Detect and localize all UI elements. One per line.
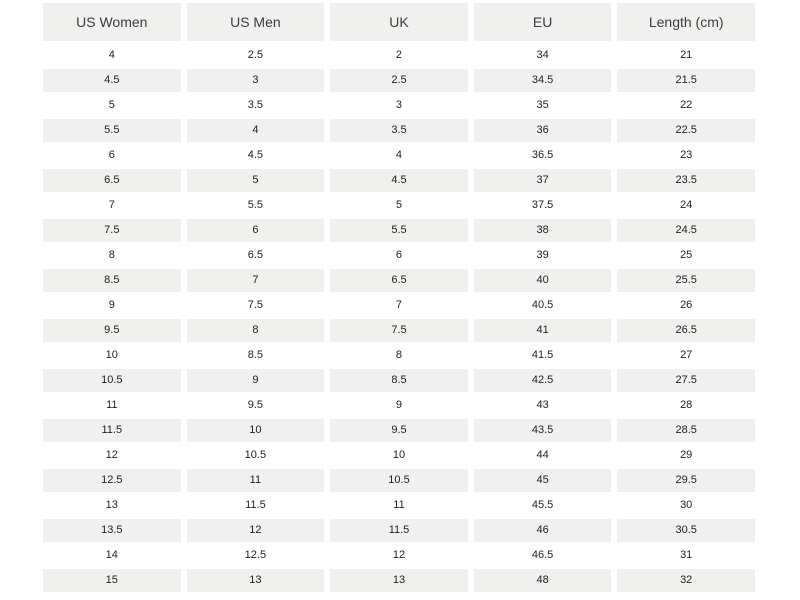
cell-uk: 5.5 [330, 219, 468, 242]
cell-us-women: 12.5 [43, 469, 181, 492]
cell-us-men: 4.5 [187, 144, 325, 167]
cell-eu: 43 [474, 394, 612, 417]
cell-uk: 4 [330, 144, 468, 167]
cell-us-men: 6 [187, 219, 325, 242]
cell-length-cm: 25.5 [617, 269, 755, 292]
cell-eu: 45 [474, 469, 612, 492]
table-row [43, 444, 755, 467]
cell-us-men: 4 [187, 119, 325, 142]
table-row [43, 294, 755, 317]
cell-uk: 2.5 [330, 69, 468, 92]
cell-length-cm: 30 [617, 494, 755, 517]
cell-length-cm: 30.5 [617, 519, 755, 542]
table-row [43, 194, 755, 217]
cell-uk: 10.5 [330, 469, 468, 492]
cell-length-cm: 24.5 [617, 219, 755, 242]
cell-us-women: 11 [43, 394, 181, 417]
cell-eu: 44 [474, 444, 612, 467]
table-row [43, 44, 755, 67]
cell-eu: 39 [474, 244, 612, 267]
cell-eu: 43.5 [474, 419, 612, 442]
cell-us-women: 9.5 [43, 319, 181, 342]
cell-uk: 6 [330, 244, 468, 267]
column-header-eu: EU [474, 3, 612, 41]
cell-us-women: 13.5 [43, 519, 181, 542]
cell-uk: 10 [330, 444, 468, 467]
table-row [43, 119, 755, 142]
column-header-us-women: US Women [43, 3, 181, 41]
cell-length-cm: 27.5 [617, 369, 755, 392]
cell-eu: 37.5 [474, 194, 612, 217]
cell-us-men: 11.5 [187, 494, 325, 517]
cell-us-men: 7 [187, 269, 325, 292]
cell-uk: 3.5 [330, 119, 468, 142]
cell-us-men: 11 [187, 469, 325, 492]
table-row [43, 69, 755, 92]
cell-us-men: 3 [187, 69, 325, 92]
column-header-length-cm: Length (cm) [617, 3, 755, 41]
cell-us-men: 9 [187, 369, 325, 392]
cell-eu: 48 [474, 569, 612, 592]
cell-us-women: 4.5 [43, 69, 181, 92]
cell-length-cm: 26 [617, 294, 755, 317]
cell-length-cm: 22.5 [617, 119, 755, 142]
cell-us-men: 5 [187, 169, 325, 192]
column-header-us-men: US Men [187, 3, 325, 41]
cell-length-cm: 23.5 [617, 169, 755, 192]
cell-eu: 35 [474, 94, 612, 117]
cell-length-cm: 32 [617, 569, 755, 592]
cell-us-women: 4 [43, 44, 181, 67]
cell-us-women: 6 [43, 144, 181, 167]
size-conversion-table [43, 3, 755, 592]
cell-us-men: 12.5 [187, 544, 325, 567]
cell-us-women: 5.5 [43, 119, 181, 142]
cell-eu: 36 [474, 119, 612, 142]
cell-uk: 11.5 [330, 519, 468, 542]
cell-us-women: 15 [43, 569, 181, 592]
table-row [43, 569, 755, 592]
cell-us-men: 6.5 [187, 244, 325, 267]
cell-us-men: 2.5 [187, 44, 325, 67]
cell-eu: 40 [474, 269, 612, 292]
cell-us-women: 14 [43, 544, 181, 567]
cell-us-women: 6.5 [43, 169, 181, 192]
cell-us-men: 12 [187, 519, 325, 542]
table-row [43, 144, 755, 167]
cell-us-women: 5 [43, 94, 181, 117]
table-row [43, 394, 755, 417]
cell-eu: 36.5 [474, 144, 612, 167]
column-header-uk: UK [330, 3, 468, 41]
table-row [43, 244, 755, 267]
cell-uk: 5 [330, 194, 468, 217]
cell-us-men: 8.5 [187, 344, 325, 367]
cell-eu: 40.5 [474, 294, 612, 317]
table-row [43, 544, 755, 567]
cell-us-women: 8 [43, 244, 181, 267]
cell-eu: 42.5 [474, 369, 612, 392]
table-row [43, 469, 755, 492]
cell-uk: 13 [330, 569, 468, 592]
table-row [43, 344, 755, 367]
cell-uk: 3 [330, 94, 468, 117]
cell-length-cm: 21 [617, 44, 755, 67]
cell-eu: 41 [474, 319, 612, 342]
cell-us-men: 9.5 [187, 394, 325, 417]
cell-length-cm: 29 [617, 444, 755, 467]
table-header-row [43, 3, 755, 41]
cell-uk: 9 [330, 394, 468, 417]
cell-us-men: 13 [187, 569, 325, 592]
cell-eu: 34 [474, 44, 612, 67]
cell-uk: 7.5 [330, 319, 468, 342]
cell-us-women: 10.5 [43, 369, 181, 392]
cell-length-cm: 31 [617, 544, 755, 567]
cell-uk: 2 [330, 44, 468, 67]
table-row [43, 369, 755, 392]
cell-us-men: 5.5 [187, 194, 325, 217]
cell-eu: 34.5 [474, 69, 612, 92]
cell-us-women: 10 [43, 344, 181, 367]
cell-length-cm: 23 [617, 144, 755, 167]
cell-length-cm: 25 [617, 244, 755, 267]
cell-us-women: 11.5 [43, 419, 181, 442]
cell-uk: 9.5 [330, 419, 468, 442]
cell-eu: 46 [474, 519, 612, 542]
cell-us-women: 9 [43, 294, 181, 317]
cell-us-men: 10 [187, 419, 325, 442]
cell-us-men: 10.5 [187, 444, 325, 467]
cell-us-men: 8 [187, 319, 325, 342]
table-row [43, 269, 755, 292]
cell-eu: 45.5 [474, 494, 612, 517]
table-row [43, 519, 755, 542]
cell-length-cm: 28 [617, 394, 755, 417]
cell-eu: 41.5 [474, 344, 612, 367]
cell-eu: 37 [474, 169, 612, 192]
table-row [43, 319, 755, 342]
cell-us-men: 3.5 [187, 94, 325, 117]
cell-uk: 11 [330, 494, 468, 517]
table-row [43, 419, 755, 442]
table-row [43, 219, 755, 242]
cell-length-cm: 28.5 [617, 419, 755, 442]
cell-us-men: 7.5 [187, 294, 325, 317]
table-row [43, 494, 755, 517]
cell-uk: 7 [330, 294, 468, 317]
cell-length-cm: 29.5 [617, 469, 755, 492]
table-row [43, 169, 755, 192]
table-body [43, 44, 755, 592]
cell-us-women: 7 [43, 194, 181, 217]
table-row [43, 94, 755, 117]
cell-uk: 8 [330, 344, 468, 367]
cell-uk: 12 [330, 544, 468, 567]
cell-uk: 6.5 [330, 269, 468, 292]
cell-length-cm: 21.5 [617, 69, 755, 92]
cell-us-women: 7.5 [43, 219, 181, 242]
cell-length-cm: 24 [617, 194, 755, 217]
cell-length-cm: 26.5 [617, 319, 755, 342]
cell-eu: 38 [474, 219, 612, 242]
cell-us-women: 12 [43, 444, 181, 467]
cell-us-women: 8.5 [43, 269, 181, 292]
cell-length-cm: 27 [617, 344, 755, 367]
cell-us-women: 13 [43, 494, 181, 517]
cell-uk: 4.5 [330, 169, 468, 192]
cell-eu: 46.5 [474, 544, 612, 567]
cell-length-cm: 22 [617, 94, 755, 117]
cell-uk: 8.5 [330, 369, 468, 392]
